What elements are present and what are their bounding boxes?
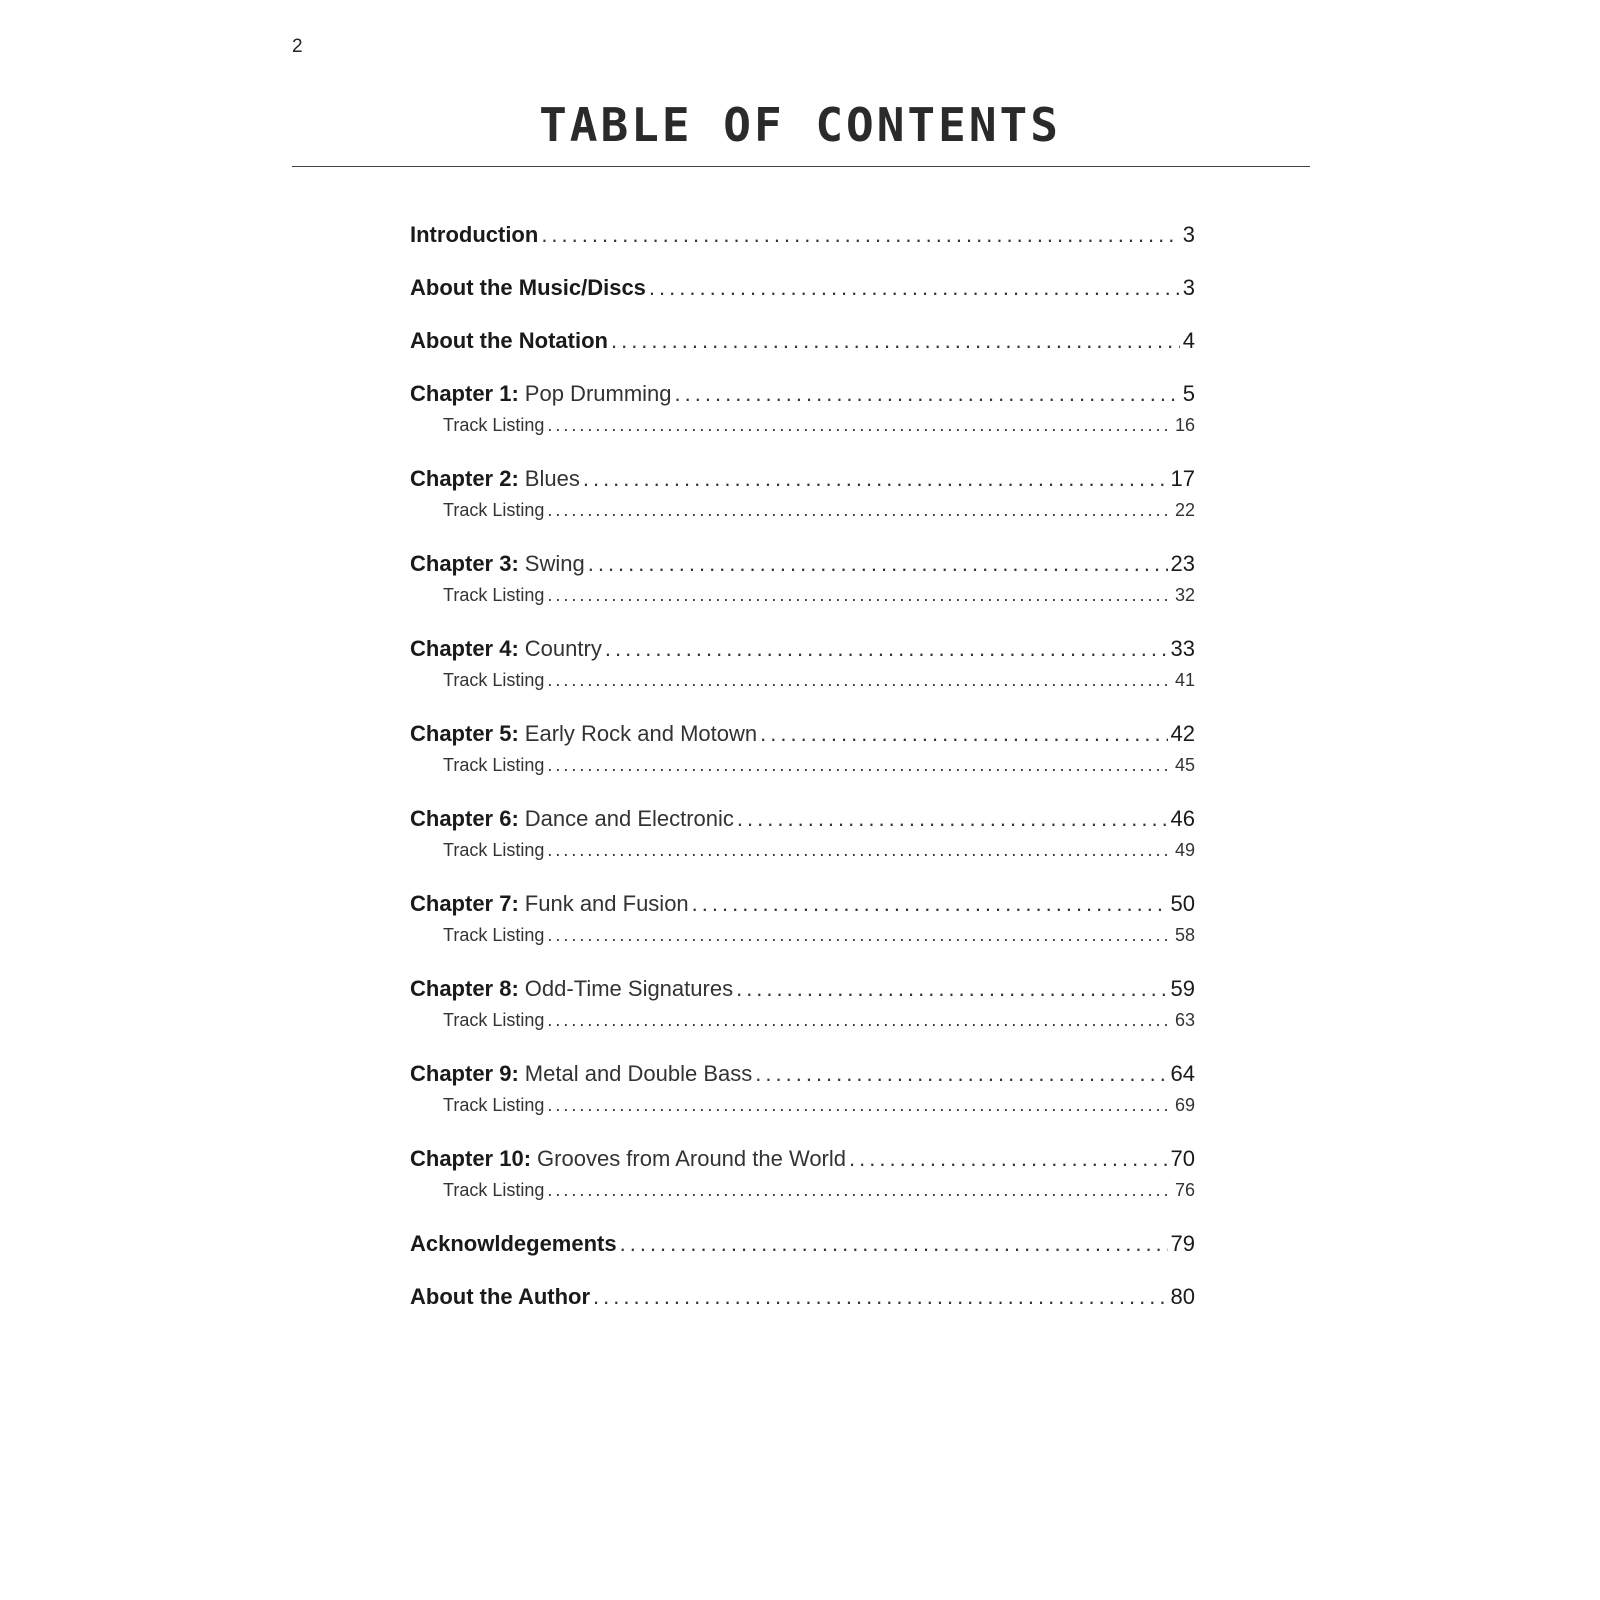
dot-leader (755, 1061, 1167, 1087)
toc-sub-entry (410, 755, 1195, 776)
toc-page-number: 16 (1174, 415, 1195, 435)
toc-entry-heading: About the Notation (410, 328, 608, 353)
toc-sub-entry (410, 415, 1195, 436)
toc-page-number: 32 (1174, 585, 1195, 605)
toc-sub-label: Track Listing (443, 1180, 545, 1200)
toc-page-number: 58 (1174, 925, 1195, 945)
toc-sub-entry (410, 925, 1195, 946)
toc-sub-label: Track Listing (443, 670, 545, 690)
toc-page-number: 5 (1182, 381, 1195, 406)
toc-page-number: 64 (1170, 1061, 1195, 1086)
toc-page-number: 17 (1170, 466, 1195, 491)
dot-leader (849, 1146, 1168, 1172)
toc-sub-label: Track Listing (443, 755, 545, 775)
toc-sub-entry (410, 840, 1195, 861)
toc-entry-heading: About the Author (410, 1284, 591, 1309)
toc-entry-heading: Chapter 8: (410, 976, 519, 1001)
dot-leader (736, 976, 1167, 1002)
dot-leader (620, 1231, 1168, 1257)
toc-entry (410, 976, 1195, 1002)
dot-leader (737, 806, 1168, 832)
toc-entry-title: Swing (524, 551, 585, 576)
dot-leader (692, 891, 1168, 917)
dot-leader (583, 466, 1168, 492)
toc-page-number: 49 (1174, 840, 1195, 860)
dot-leader (593, 1284, 1167, 1310)
toc-entry-heading: Chapter 9: (410, 1061, 519, 1086)
toc-sub-entry (410, 670, 1195, 691)
toc-page-number: 76 (1174, 1180, 1195, 1200)
toc-entry (410, 381, 1195, 407)
dot-leader (547, 1095, 1172, 1116)
toc-sub-label: Track Listing (443, 415, 545, 435)
toc-entry (410, 891, 1195, 917)
toc-page-number: 69 (1174, 1095, 1195, 1115)
dot-leader (547, 1180, 1172, 1201)
toc-entry (410, 466, 1195, 492)
toc-page-number: 45 (1174, 755, 1195, 775)
toc-sub-entry (410, 585, 1195, 606)
page-title: TABLE OF CONTENTS (539, 98, 1061, 152)
toc-page-number: 42 (1170, 721, 1195, 746)
toc-entry-title: Metal and Double Bass (524, 1061, 753, 1086)
toc-page-number: 4 (1182, 328, 1195, 353)
dot-leader (675, 381, 1180, 407)
toc-entry-heading: Chapter 6: (410, 806, 519, 831)
toc-page-number: 46 (1170, 806, 1195, 831)
toc-page-number: 70 (1170, 1146, 1195, 1171)
toc-page-number: 50 (1170, 891, 1195, 916)
toc-entry-title: Pop Drumming (524, 381, 672, 406)
toc-entry-heading: Chapter 7: (410, 891, 519, 916)
toc-entry (410, 636, 1195, 662)
dot-leader (588, 551, 1168, 577)
toc-entry-title: Early Rock and Motown (524, 721, 758, 746)
toc-entry-title: Funk and Fusion (524, 891, 689, 916)
dot-leader (605, 636, 1168, 662)
toc-entry-title: Country (524, 636, 602, 661)
toc-entry (410, 806, 1195, 832)
toc-sub-entry (410, 1180, 1195, 1201)
toc-page-number: 22 (1174, 500, 1195, 520)
toc-entry-heading: Chapter 10: (410, 1146, 532, 1171)
toc-page-number: 3 (1182, 222, 1195, 247)
dot-leader (547, 670, 1172, 691)
dot-leader (547, 585, 1172, 606)
toc-sub-label: Track Listing (443, 585, 545, 605)
dot-leader (547, 415, 1172, 436)
toc-entry-heading: Chapter 2: (410, 466, 519, 491)
toc-entry-heading: Chapter 5: (410, 721, 519, 746)
toc-entry (410, 275, 1195, 301)
toc-sub-label: Track Listing (443, 840, 545, 860)
page-number: 2 (292, 36, 303, 57)
toc-entry-title: Grooves from Around the World (537, 1146, 847, 1171)
toc-sub-label: Track Listing (443, 1095, 545, 1115)
toc-sub-label: Track Listing (443, 925, 545, 945)
toc-entry-title: Blues (524, 466, 580, 491)
toc-entry (410, 1284, 1195, 1310)
toc-page-number: 23 (1170, 551, 1195, 576)
toc-page-number: 41 (1174, 670, 1195, 690)
dot-leader (541, 222, 1179, 248)
toc-entry-heading: Chapter 1: (410, 381, 519, 406)
toc-page-number: 79 (1170, 1231, 1195, 1256)
toc-page-number: 3 (1182, 275, 1195, 300)
toc-entry (410, 222, 1195, 248)
toc-entry-heading: Acknowldegements (410, 1231, 617, 1256)
title-divider (292, 166, 1310, 167)
toc-sub-entry (410, 1010, 1195, 1031)
dot-leader (547, 840, 1172, 861)
dot-leader (547, 1010, 1172, 1031)
toc-page-number: 80 (1170, 1284, 1195, 1309)
toc-sub-entry (410, 500, 1195, 521)
toc-entry-title: Dance and Electronic (524, 806, 734, 831)
dot-leader (611, 328, 1180, 354)
toc-page-number: 63 (1174, 1010, 1195, 1030)
toc-entry (410, 551, 1195, 577)
dot-leader (547, 500, 1172, 521)
dot-leader (649, 275, 1180, 301)
dot-leader (547, 755, 1172, 776)
toc-entry (410, 1231, 1195, 1257)
toc-sub-entry (410, 1095, 1195, 1116)
toc-entry (410, 721, 1195, 747)
toc-entry-heading: Chapter 3: (410, 551, 519, 576)
toc-sub-label: Track Listing (443, 500, 545, 520)
toc-sub-label: Track Listing (443, 1010, 545, 1030)
toc-page-number: 59 (1170, 976, 1195, 1001)
toc-entry (410, 1146, 1195, 1172)
toc-entry-title: Odd-Time Signatures (524, 976, 734, 1001)
toc-entry (410, 1061, 1195, 1087)
toc-entry-heading: About the Music/Discs (410, 275, 646, 300)
toc-entry-heading: Introduction (410, 222, 539, 247)
dot-leader (760, 721, 1167, 747)
toc-entry-heading: Chapter 4: (410, 636, 519, 661)
toc-entry (410, 328, 1195, 354)
toc-page-number: 33 (1170, 636, 1195, 661)
dot-leader (547, 925, 1172, 946)
